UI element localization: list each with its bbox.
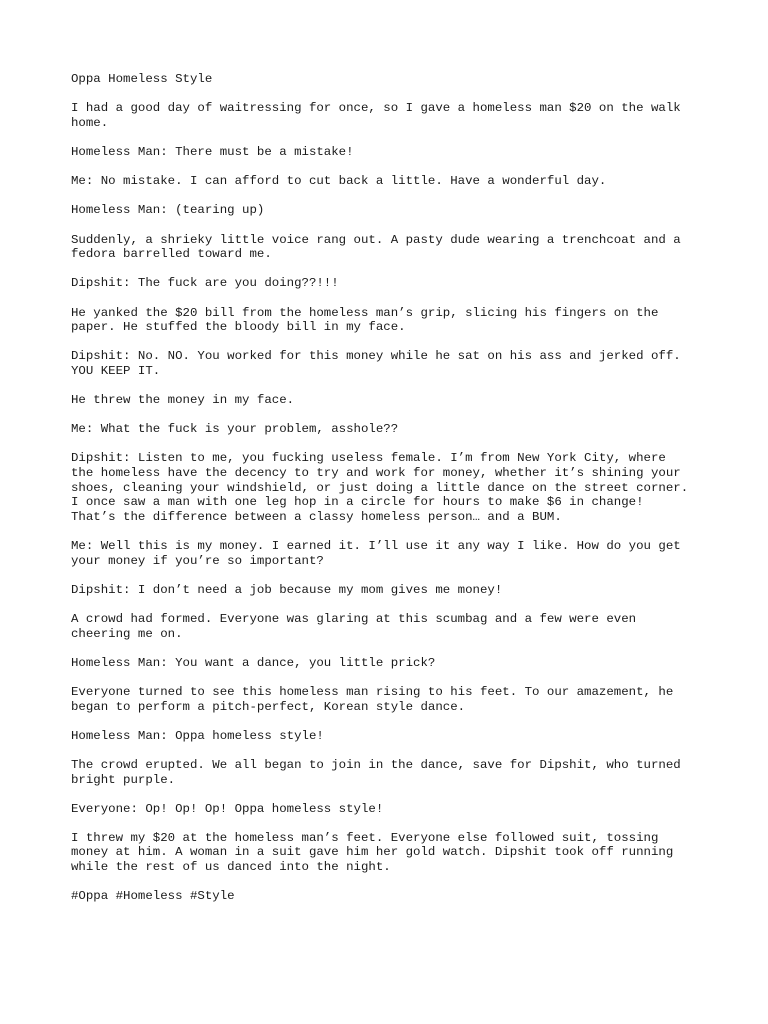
paragraph-9: He threw the money in my face. (71, 393, 295, 408)
paragraph-2: Homeless Man: There must be a mistake! (71, 144, 354, 159)
paragraph-10: Me: What the fuck is your problem, asshole?? (71, 422, 399, 437)
hashtags: #Oppa #Homeless #Style (71, 889, 235, 904)
paragraph-17: Homeless Man: Oppa homeless style! (71, 728, 324, 743)
document-title: Oppa Homeless Style (71, 72, 213, 86)
document-body (71, 72, 701, 918)
paragraph-5: Suddenly, a shrieky little voice rang out. A pasty dude wearing a trenchcoat and a fedora barrelled toward me. (71, 232, 681, 262)
paragraph-16: Everyone turned to see this homeless man rising to his feet. To our amazement, he began to perform a pitch-perfect, Korean style dance. (71, 684, 674, 714)
paragraph-4: Homeless Man: (tearing up) (71, 203, 265, 218)
paragraph-20: I threw my $20 at the homeless man’s feet. Everyone else followed suit, tossing money at him. A woman in a suit gave him her gold watch. Dipshit took off running while the rest of us danced into the night. (71, 830, 674, 875)
paragraph-13: Dipshit: I don’t need a job because my mom gives me money! (71, 582, 503, 597)
paragraph-6: Dipshit: The fuck are you doing??!!! (71, 276, 339, 291)
paragraph-1: I had a good day of waitressing for once, so I gave a homeless man $20 on the walk home. (71, 101, 681, 130)
paragraph-14: A crowd had formed. Everyone was glaring at this scumbag and a few were even cheering me on. (71, 611, 637, 641)
paragraph-15: Homeless Man: You want a dance, you little prick? (71, 655, 436, 670)
paragraph-7: He yanked the $20 bill from the homeless man’s grip, slicing his fingers on the paper. He stuffed the bloody bill in my face. (71, 305, 659, 335)
paragraph-12: Me: Well this is my money. I earned it. I’ll use it any way I like. How do you get your money if you’re so important? (71, 539, 681, 568)
paragraph-3: Me: No mistake. I can afford to cut back a little. Have a wonderful day. (71, 174, 607, 189)
paragraph-18: The crowd erupted. We all began to join in the dance, save for Dipshit, who turned bright purple. (71, 757, 681, 787)
paragraph-11: Dipshit: Listen to me, you fucking useless female. I’m from New York City, where the homeless have the decency to try and work for money, whether it’s shining your shoes, cleaning your windshield, or just doing a little dance on the street corner. I once saw a man with one leg hop in a circle for hours to make $6 in change! That’s the difference between a classy homeless person… and a BUM. (71, 451, 689, 524)
paragraph-19: Everyone: Op! Op! Op! Oppa homeless style! (71, 801, 384, 816)
paragraph-8: Dipshit: No. NO. You worked for this money while he sat on his ass and jerked off. YOU KEEP IT. (71, 349, 681, 378)
